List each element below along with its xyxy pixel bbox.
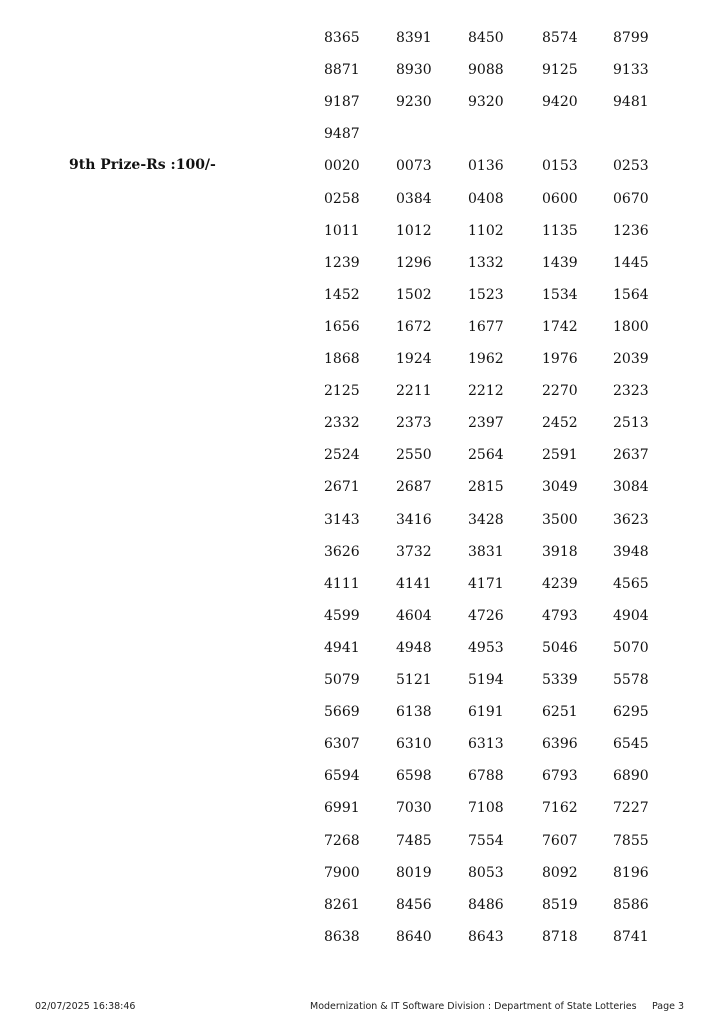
- ticket-number-cell: 3049: [542, 479, 578, 496]
- ticket-number-cell: 9481: [613, 94, 649, 111]
- ticket-number-cell: 2212: [468, 383, 504, 400]
- ticket-number-cell: 5339: [542, 672, 578, 688]
- ticket-number-cell: 8799: [613, 30, 649, 46]
- ticket-number-cell: 7162: [542, 800, 578, 817]
- table-row: [0, 864, 724, 896]
- footer-datetime: 02/07/2025 16:38:46: [35, 1001, 136, 1012]
- ticket-number-cell: 0073: [396, 158, 432, 175]
- ticket-number-cell: 8643: [468, 928, 504, 945]
- table-row: [0, 703, 724, 735]
- ticket-number-cell: 8519: [542, 896, 578, 913]
- table-row: [0, 157, 724, 189]
- ticket-number-cell: 0670: [613, 190, 649, 207]
- ticket-number-cell: 2323: [613, 383, 649, 400]
- ticket-number-cell: 8450: [468, 30, 504, 46]
- ticket-number-cell: 3732: [396, 543, 432, 560]
- table-row: [0, 671, 724, 703]
- ticket-number-cell: 0020: [324, 158, 360, 175]
- table-row: [0, 93, 724, 125]
- ticket-number-cell: 2332: [324, 415, 360, 432]
- ticket-number-cell: 4726: [468, 607, 504, 624]
- ticket-number-cell: 1924: [396, 351, 432, 367]
- ticket-number-cell: 4239: [542, 575, 578, 592]
- ticket-number-cell: 1332: [468, 254, 504, 271]
- ticket-number-cell: 3831: [468, 543, 504, 560]
- ticket-number-cell: 5046: [542, 639, 578, 656]
- ticket-number-cell: 8638: [324, 928, 360, 945]
- ticket-number-cell: 8718: [542, 928, 578, 945]
- ticket-number-cell: 9187: [324, 94, 360, 111]
- table-row: [0, 799, 724, 831]
- table-row: [0, 896, 724, 928]
- ticket-number-cell: 7227: [613, 800, 649, 817]
- ticket-number-cell: 3626: [324, 543, 360, 560]
- ticket-number-cell: 6251: [542, 704, 578, 721]
- ticket-number-cell: 2671: [324, 479, 360, 496]
- ticket-number-cell: 6545: [613, 736, 649, 753]
- ticket-number-cell: 6396: [542, 736, 578, 753]
- ticket-number-cell: 6991: [324, 800, 360, 817]
- ticket-number-cell: 1868: [324, 351, 360, 367]
- prize-section-label: 9th Prize-Rs :100/-: [69, 157, 216, 173]
- ticket-number-cell: 4171: [468, 575, 504, 592]
- ticket-number-cell: 9230: [396, 94, 432, 111]
- ticket-number-cell: 1296: [396, 254, 432, 271]
- ticket-number-cell: 8574: [542, 30, 578, 46]
- ticket-number-cell: 5121: [396, 672, 432, 688]
- ticket-number-cell: 3416: [396, 511, 432, 528]
- ticket-number-cell: 6295: [613, 704, 649, 721]
- ticket-number-cell: 9088: [468, 62, 504, 79]
- ticket-number-cell: 1976: [542, 351, 578, 367]
- ticket-number-cell: 8365: [324, 30, 360, 46]
- table-row: [0, 928, 724, 960]
- table-row: [0, 29, 724, 61]
- footer-division: Modernization & IT Software Division : Department of State Lotteries: [310, 1001, 637, 1012]
- ticket-number-cell: 2591: [542, 447, 578, 464]
- table-row: [0, 318, 724, 350]
- ticket-number-cell: 6313: [468, 736, 504, 753]
- ticket-number-cell: 1656: [324, 318, 360, 335]
- ticket-number-cell: 2039: [613, 351, 649, 367]
- ticket-number-cell: 6598: [396, 768, 432, 785]
- ticket-number-cell: 6310: [396, 736, 432, 753]
- ticket-number-cell: 3948: [613, 543, 649, 560]
- ticket-number-cell: 2211: [396, 383, 432, 400]
- ticket-number-cell: 6307: [324, 736, 360, 753]
- ticket-number-cell: 4604: [396, 607, 432, 624]
- ticket-number-cell: 1135: [542, 222, 578, 239]
- table-row: [0, 414, 724, 446]
- ticket-number-cell: 0258: [324, 190, 360, 207]
- ticket-number-cell: 4904: [613, 607, 649, 624]
- ticket-number-cell: 3143: [324, 511, 360, 528]
- ticket-number-cell: 7485: [396, 832, 432, 849]
- page-footer: [0, 1000, 724, 1014]
- table-row: [0, 350, 724, 382]
- ticket-number-cell: 3428: [468, 511, 504, 528]
- ticket-number-cell: 1502: [396, 286, 432, 303]
- ticket-number-cell: 2452: [542, 415, 578, 432]
- ticket-number-cell: 4599: [324, 607, 360, 624]
- ticket-number-cell: 1962: [468, 351, 504, 367]
- ticket-number-cell: 0153: [542, 158, 578, 175]
- ticket-number-cell: 2524: [324, 447, 360, 464]
- ticket-number-cell: 1523: [468, 286, 504, 303]
- ticket-number-cell: 2637: [613, 447, 649, 464]
- table-row: [0, 735, 724, 767]
- ticket-number-cell: 0600: [542, 190, 578, 207]
- ticket-number-cell: 0136: [468, 158, 504, 175]
- ticket-number-cell: 1012: [396, 222, 432, 239]
- ticket-number-cell: 9420: [542, 94, 578, 111]
- ticket-number-cell: 2687: [396, 479, 432, 496]
- ticket-number-cell: 8741: [613, 928, 649, 945]
- ticket-number-cell: 9487: [324, 126, 360, 143]
- table-row: [0, 575, 724, 607]
- ticket-number-cell: 2373: [396, 415, 432, 432]
- ticket-number-cell: 4793: [542, 607, 578, 624]
- ticket-number-cell: 1445: [613, 254, 649, 271]
- ticket-number-cell: 6793: [542, 768, 578, 785]
- ticket-number-cell: 1800: [613, 318, 649, 335]
- ticket-number-cell: 8930: [396, 62, 432, 79]
- ticket-number-cell: 3918: [542, 543, 578, 560]
- ticket-number-cell: 2125: [324, 383, 360, 400]
- table-row: [0, 607, 724, 639]
- ticket-number-cell: 3084: [613, 479, 649, 496]
- table-row: [0, 382, 724, 414]
- ticket-number-cell: 0408: [468, 190, 504, 207]
- table-row: [0, 125, 724, 157]
- ticket-number-cell: 5669: [324, 704, 360, 721]
- ticket-number-cell: 4948: [396, 639, 432, 656]
- ticket-number-cell: 1742: [542, 318, 578, 335]
- ticket-number-cell: 8486: [468, 896, 504, 913]
- ticket-number-cell: 7108: [468, 800, 504, 817]
- ticket-number-cell: 1452: [324, 286, 360, 303]
- ticket-number-cell: 4565: [613, 575, 649, 592]
- table-row: [0, 286, 724, 318]
- ticket-number-cell: 6594: [324, 768, 360, 785]
- ticket-number-cell: 5194: [468, 672, 504, 688]
- ticket-number-cell: 3500: [542, 511, 578, 528]
- ticket-number-cell: 7030: [396, 800, 432, 817]
- ticket-number-cell: 1011: [324, 222, 360, 239]
- table-row: [0, 190, 724, 222]
- table-row: [0, 639, 724, 671]
- ticket-number-cell: 9320: [468, 94, 504, 111]
- ticket-number-cell: 8019: [396, 864, 432, 881]
- ticket-number-cell: 7900: [324, 864, 360, 881]
- ticket-number-cell: 3623: [613, 511, 649, 528]
- ticket-number-cell: 2270: [542, 383, 578, 400]
- ticket-number-cell: 0253: [613, 158, 649, 175]
- ticket-number-cell: 4941: [324, 639, 360, 656]
- ticket-number-cell: 1534: [542, 286, 578, 303]
- ticket-number-cell: 4141: [396, 575, 432, 592]
- ticket-number-cell: 1439: [542, 254, 578, 271]
- ticket-number-cell: 6138: [396, 704, 432, 721]
- ticket-number-cell: 8196: [613, 864, 649, 881]
- ticket-number-cell: 1564: [613, 286, 649, 303]
- ticket-number-cell: 1236: [613, 222, 649, 239]
- ticket-number-cell: 8391: [396, 30, 432, 46]
- footer-page-number: Page 3: [652, 1001, 685, 1012]
- table-row: [0, 478, 724, 510]
- ticket-number-cell: 7855: [613, 832, 649, 849]
- ticket-number-cell: 2397: [468, 415, 504, 432]
- table-row: [0, 446, 724, 478]
- ticket-number-cell: 1102: [468, 222, 504, 239]
- ticket-number-cell: 7268: [324, 832, 360, 849]
- ticket-number-cell: 6890: [613, 768, 649, 785]
- ticket-number-cell: 1672: [396, 318, 432, 335]
- ticket-number-cell: 4111: [324, 575, 360, 592]
- table-row: [0, 543, 724, 575]
- table-row: [0, 61, 724, 93]
- table-row: [0, 767, 724, 799]
- ticket-number-cell: 2550: [396, 447, 432, 464]
- table-row: [0, 511, 724, 543]
- ticket-number-cell: 9125: [542, 62, 578, 79]
- ticket-number-cell: 5079: [324, 672, 360, 688]
- ticket-number-cell: 7554: [468, 832, 504, 849]
- ticket-number-cell: 2513: [613, 415, 649, 432]
- ticket-number-cell: 6788: [468, 768, 504, 785]
- table-row: [0, 832, 724, 864]
- ticket-number-cell: 5070: [613, 639, 649, 656]
- ticket-number-cell: 6191: [468, 704, 504, 721]
- ticket-number-cell: 0384: [396, 190, 432, 207]
- ticket-number-cell: 8586: [613, 896, 649, 913]
- ticket-number-cell: 2815: [468, 479, 504, 496]
- table-row: [0, 254, 724, 286]
- ticket-number-cell: 8640: [396, 928, 432, 945]
- ticket-number-cell: 8092: [542, 864, 578, 881]
- ticket-number-cell: 7607: [542, 832, 578, 849]
- ticket-number-cell: 8871: [324, 62, 360, 79]
- ticket-number-cell: 4953: [468, 639, 504, 656]
- ticket-number-cell: 8456: [396, 896, 432, 913]
- ticket-number-cell: 8261: [324, 896, 360, 913]
- ticket-number-cell: 1239: [324, 254, 360, 271]
- ticket-number-cell: 8053: [468, 864, 504, 881]
- ticket-number-cell: 5578: [613, 672, 649, 688]
- ticket-number-cell: 2564: [468, 447, 504, 464]
- table-row: [0, 222, 724, 254]
- ticket-number-cell: 1677: [468, 318, 504, 335]
- ticket-number-cell: 9133: [613, 62, 649, 79]
